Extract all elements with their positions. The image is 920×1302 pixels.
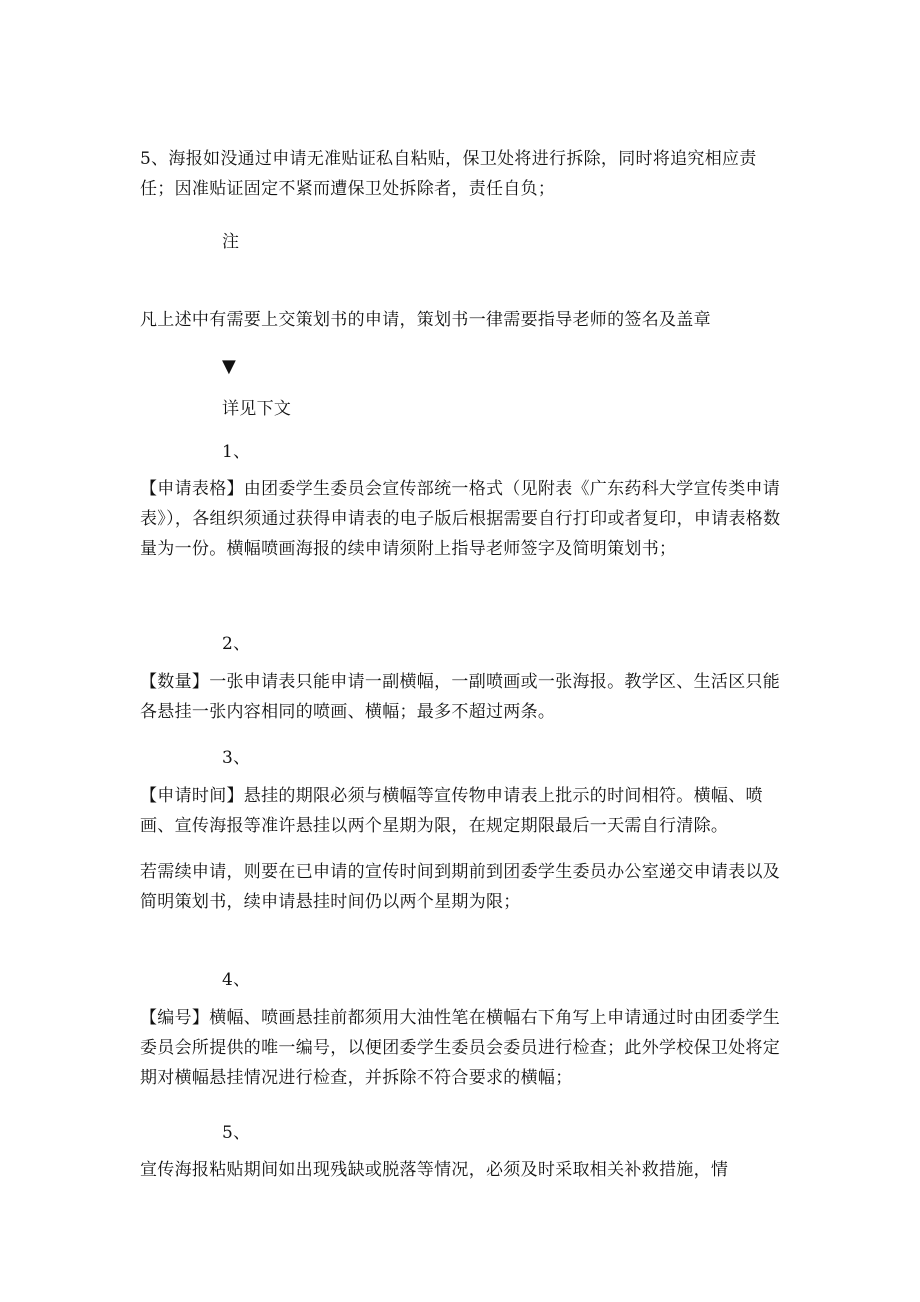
section-number-4: 4、 [222,970,251,990]
note-label: 注 [222,232,240,252]
note-text: 凡上述中有需要上交策划书的申请，策划书一律需要指导老师的签名及盖章 [140,310,711,330]
section-text-4: 【编号】横幅、喷画悬挂前都须用大油性笔在横幅右下角写上申请通过时由团委学生委员会所提供的唯一编号，以便团委学生委员会委员进行检查；此外学校保卫处将定期对横幅悬挂情况进行检查，并拆除不符合要求的横幅； [140,1008,781,1088]
section-text-3b: 若需续申请，则要在已申请的宣传时间到期前到团委学生委员办公室递交申请表以及简明策划书，续申请悬挂时间仍以两个星期为限； [140,862,781,912]
section-number-3: 3、 [222,748,251,768]
down-arrow-icon: ▼ [222,356,237,377]
section-text-3: 【申请时间】悬挂的期限必须与横幅等宣传物申请表上批示的时间相符。横幅、喷画、宣传海报等准许悬挂以两个星期为限，在规定期限最后一天需自行清除。 [140,786,763,836]
section-text-1: 【申请表格】由团委学生委员会宣传部统一格式（见附表《广东药科大学宣传类申请表》），各组织须通过获得申请表的电子版后根据需要自行打印或者复印，申请表格数量为一份。横幅喷画海报的续申请须附上指导老师签字及简明策划书； [140,479,781,559]
section-text-5: 宣传海报粘贴期间如出现残缺或脱落等情况，必须及时采取相关补救措施，情 [140,1160,729,1180]
section-text-2: 【数量】一张申请表只能申请一副横幅，一副喷画或一张海报。教学区、生活区只能各悬挂一张内容相同的喷画、横幅；最多不超过两条。 [140,672,781,722]
see-below-label: 详见下文 [222,399,292,419]
section-number-2: 2、 [222,634,251,654]
paragraph-item5-top: 5、海报如没通过申请无准贴证私自粘贴，保卫处将进行拆除，同时将追究相应责任；因准贴证固定不紧而遭保卫处拆除者，责任自负； [140,149,757,199]
section-number-1: 1、 [222,442,251,462]
section-number-5: 5、 [222,1123,251,1143]
